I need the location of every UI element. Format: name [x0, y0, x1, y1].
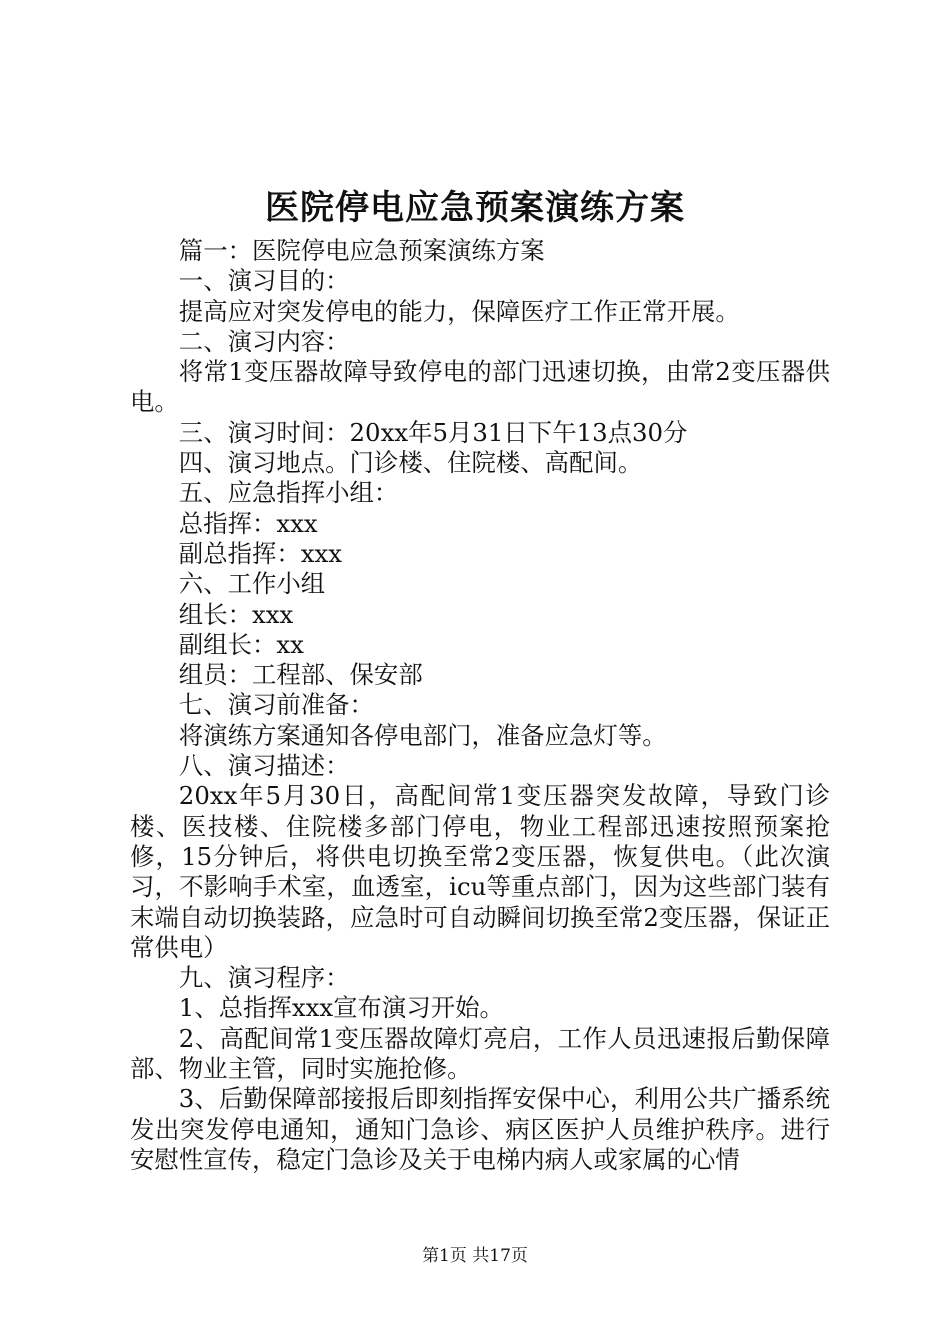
document-body: [130, 236, 830, 1175]
paragraph: 六、工作小组: [178, 569, 326, 599]
document-title: 医院停电应急预案演练方案: [265, 188, 685, 228]
paragraph: 1、总指挥xxx宣布演习开始。: [178, 993, 504, 1023]
paragraph: 七、演习前准备：: [178, 690, 374, 720]
paragraph: 五、应急指挥小组：: [178, 478, 399, 508]
paragraph: 组员：工程部、保安部: [178, 660, 423, 690]
paragraph: 2、高配间常1变压器故障灯亮启，工作人员迅速报后勤保障部、物业主管，同时实施抢修。: [130, 1023, 830, 1084]
paragraph: 组长：xxx: [178, 599, 294, 629]
paragraph: 3、后勤保障部接报后即刻指挥安保中心，利用公共广播系统发出突发停电通知，通知门急诊、病区医护人员维护秩序。进行安慰性宣传，稳定门急诊及关于电梯内病人或家属的心情: [130, 1084, 830, 1174]
paragraph: 一、演习目的：: [178, 266, 350, 296]
page-number-footer: 第1页 共17页: [422, 1246, 528, 1266]
paragraph: 提高应对突发停电的能力，保障医疗工作正常开展。: [178, 296, 740, 326]
paragraph: 三、演习时间：20xx年5月31日下午13点30分: [178, 417, 688, 447]
paragraph: 二、演习内容：: [178, 326, 350, 356]
paragraph: 四、演习地点。门诊楼、住院楼、高配间。: [178, 448, 643, 478]
paragraph: 将演练方案通知各停电部门，准备应急灯等。: [178, 720, 667, 750]
paragraph: 副总指挥：xxx: [178, 538, 343, 568]
paragraph: 篇一：医院停电应急预案演练方案: [178, 236, 545, 265]
paragraph: 八、演习描述：: [178, 751, 350, 781]
paragraph: 副组长：xx: [178, 629, 304, 659]
paragraph: 总指挥：xxx: [178, 508, 318, 538]
paragraph: 九、演习程序：: [178, 963, 350, 993]
paragraph: 20xx年5月30日，高配间常1变压器突发故障，导致门诊楼、医技楼、住院楼多部门停电，物业工程部迅速按照预案抢修，15分钟后，将供电切换至常2变压器，恢复供电。（此次演习，不影响手术室，血透室，icu等重点部门，因为这些部门装有末端自动切换装路，应急时可自动瞬间切换至常2变压器，保证正常供电）: [130, 781, 830, 962]
paragraph: 将常1变压器故障导致停电的部门迅速切换，由常2变压器供电。: [130, 357, 830, 417]
